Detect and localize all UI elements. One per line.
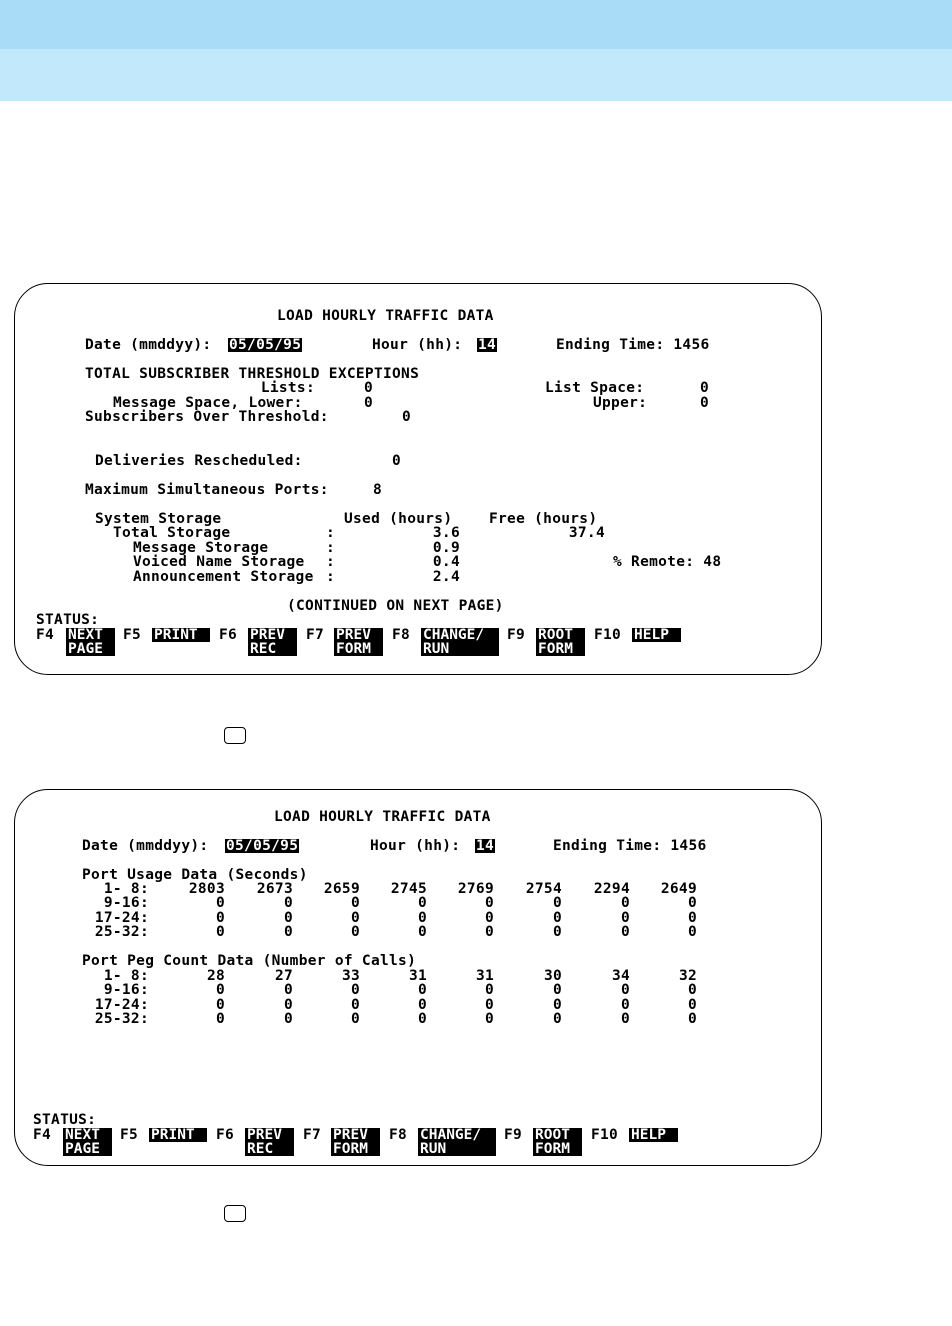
cell: 0 [687,924,697,940]
cell: 0 [687,997,697,1013]
change-run-button[interactable]: CHANGE/ RUN [418,1128,496,1156]
cell: 0 [350,1011,360,1027]
prev-form-button[interactable]: PREV FORM [331,1128,380,1156]
message-space-lower-value: 0 [364,395,374,411]
row-label: 1- 8: [103,881,149,897]
cell: 0 [484,982,494,998]
fkey-f10-key: F10 [594,627,622,643]
cell: 0 [620,910,630,926]
storage-colon: : [326,525,336,541]
message-space-lower-label: Message Space, Lower: [113,395,303,411]
storage-label: Announcement Storage [133,569,314,585]
cell: 27 [274,968,293,984]
cell: 32 [678,968,697,984]
cell: 0 [350,982,360,998]
cell: 0 [417,924,427,940]
storage-colon: : [326,569,336,585]
fkey-f4-key: F4 [36,627,55,643]
cell: 0 [215,895,225,911]
cell: 34 [611,968,630,984]
cell: 0 [215,997,225,1013]
continued-note: (CONTINUED ON NEXT PAGE) [287,598,504,614]
cell: 0 [687,910,697,926]
subscribers-over-label: Subscribers Over Threshold: [85,409,329,425]
fkey-f5-key: F5 [123,627,142,643]
fkey-f9-key: F9 [507,627,526,643]
cell: 0 [283,982,293,998]
storage-free: 37.4 [568,525,605,541]
row-label: 17-24: [94,910,149,926]
cell: 2803 [188,881,225,897]
change-run-button[interactable]: CHANGE/ RUN [421,628,499,656]
cell: 0 [552,895,562,911]
storage-used: 0.9 [432,540,460,556]
status-label: STATUS: [36,612,100,628]
fkey-f7-key: F7 [303,1127,322,1143]
peg-section-title: Port Peg Count Data (Number of Calls) [82,953,417,969]
storage-label: Message Storage [133,540,269,556]
usage-section-title: Port Usage Data (Seconds) [82,867,308,883]
lists-label: Lists: [260,380,315,396]
cell: 0 [687,982,697,998]
max-ports-value: 8 [373,482,383,498]
cell: 2659 [323,881,360,897]
storage-label: Total Storage [113,525,231,541]
cell: 0 [620,924,630,940]
cell: 0 [484,1011,494,1027]
hour-label: Hour (hh): [370,838,461,854]
cell: 31 [475,968,494,984]
cell: 0 [552,997,562,1013]
cell: 0 [417,997,427,1013]
fkey-f6-key: F6 [216,1127,235,1143]
page-title: LOAD HOURLY TRAFFIC DATA [274,809,491,825]
upper-value: 0 [700,395,710,411]
enter-key-icon [224,727,246,744]
print-button[interactable]: PRINT [152,628,210,642]
cell: 2769 [457,881,494,897]
cell: 0 [484,924,494,940]
hour-field[interactable]: 14 [476,838,495,854]
cell: 0 [350,924,360,940]
root-form-button[interactable]: ROOT FORM [536,628,585,656]
help-button[interactable]: HELP [629,1128,678,1142]
root-form-button[interactable]: ROOT FORM [533,1128,582,1156]
cell: 0 [484,997,494,1013]
cell: 0 [283,910,293,926]
fkey-f9-key: F9 [504,1127,523,1143]
deliveries-value: 0 [392,453,402,469]
fkey-f5-key: F5 [120,1127,139,1143]
terminal-screen-page-2 [14,789,822,1166]
fkey-f10-key: F10 [591,1127,619,1143]
header-band-top [0,0,952,49]
cell: 0 [215,982,225,998]
cell: 33 [341,968,360,984]
cell: 0 [417,982,427,998]
fkey-f4-key: F4 [33,1127,52,1143]
terminal-screen-page-1 [14,283,822,675]
cell: 0 [350,997,360,1013]
cell: 2673 [256,881,293,897]
storage-used: 3.6 [432,525,460,541]
upper-label: Upper: [593,395,648,411]
fkey-f8-key: F8 [392,627,411,643]
hour-field[interactable]: 14 [478,337,497,353]
page-title: LOAD HOURLY TRAFFIC DATA [277,308,494,324]
cell: 0 [283,895,293,911]
storage-used: 0.4 [432,554,460,570]
storage-colon: : [326,554,336,570]
cell: 0 [215,1011,225,1027]
cell: 0 [283,1011,293,1027]
storage-colon: : [326,540,336,556]
row-label: 25-32: [94,1011,149,1027]
lists-value: 0 [364,380,374,396]
system-storage-label: System Storage [95,511,222,527]
cell: 2745 [390,881,427,897]
cell: 0 [620,997,630,1013]
date-field[interactable]: 05/05/95 [226,838,299,854]
help-button[interactable]: HELP [632,628,681,642]
cell: 0 [215,924,225,940]
fkey-f6-key: F6 [219,627,238,643]
row-label: 9-16: [103,982,149,998]
cell: 0 [552,924,562,940]
row-label: 17-24: [94,997,149,1013]
cell: 2294 [593,881,630,897]
status-label: STATUS: [33,1112,97,1128]
cell: 0 [620,895,630,911]
row-label: 1- 8: [103,968,149,984]
enter-key-icon [224,1205,246,1222]
remote-percent: % Remote: 48 [613,554,722,570]
row-label: 9-16: [103,895,149,911]
cell: 0 [350,910,360,926]
cell: 0 [687,1011,697,1027]
storage-used: 2.4 [432,569,460,585]
cell: 0 [552,1011,562,1027]
list-space-label: List Space: [545,380,645,396]
cell: 0 [687,895,697,911]
next-page-button[interactable]: NEXT PAGE [63,1128,112,1156]
prev-rec-button[interactable]: PREV REC [245,1128,294,1156]
max-ports-label: Maximum Simultaneous Ports: [85,482,329,498]
section-title: TOTAL SUBSCRIBER THRESHOLD EXCEPTIONS [85,366,420,382]
cell: 0 [283,997,293,1013]
cell: 0 [620,1011,630,1027]
header-band-bottom [0,49,952,101]
prev-rec-button[interactable]: PREV REC [248,628,297,656]
cell: 28 [206,968,225,984]
print-button[interactable]: PRINT [149,1128,207,1142]
free-header: Free (hours) [489,511,598,527]
cell: 0 [552,982,562,998]
cell: 30 [543,968,562,984]
deliveries-label: Deliveries Rescheduled: [95,453,303,469]
ending-time: Ending Time: 1456 [556,337,710,353]
next-page-button[interactable]: NEXT PAGE [66,628,115,656]
cell: 0 [417,910,427,926]
fkey-f8-key: F8 [389,1127,408,1143]
cell: 0 [620,982,630,998]
prev-form-button[interactable]: PREV FORM [334,628,383,656]
date-field[interactable]: 05/05/95 [229,337,302,353]
cell: 2754 [525,881,562,897]
cell: 0 [215,910,225,926]
storage-label: Voiced Name Storage [133,554,305,570]
ending-time: Ending Time: 1456 [553,838,707,854]
cell: 2649 [660,881,697,897]
hour-label: Hour (hh): [372,337,463,353]
cell: 0 [350,895,360,911]
date-label: Date (mmddyy): [85,337,212,353]
cell: 31 [408,968,427,984]
cell: 0 [552,910,562,926]
cell: 0 [417,1011,427,1027]
cell: 0 [283,924,293,940]
cell: 0 [417,895,427,911]
list-space-value: 0 [700,380,710,396]
subscribers-over-value: 0 [402,409,412,425]
cell: 0 [484,895,494,911]
date-label: Date (mmddyy): [82,838,209,854]
row-label: 25-32: [94,924,149,940]
fkey-f7-key: F7 [306,627,325,643]
cell: 0 [484,910,494,926]
used-header: Used (hours) [344,511,453,527]
